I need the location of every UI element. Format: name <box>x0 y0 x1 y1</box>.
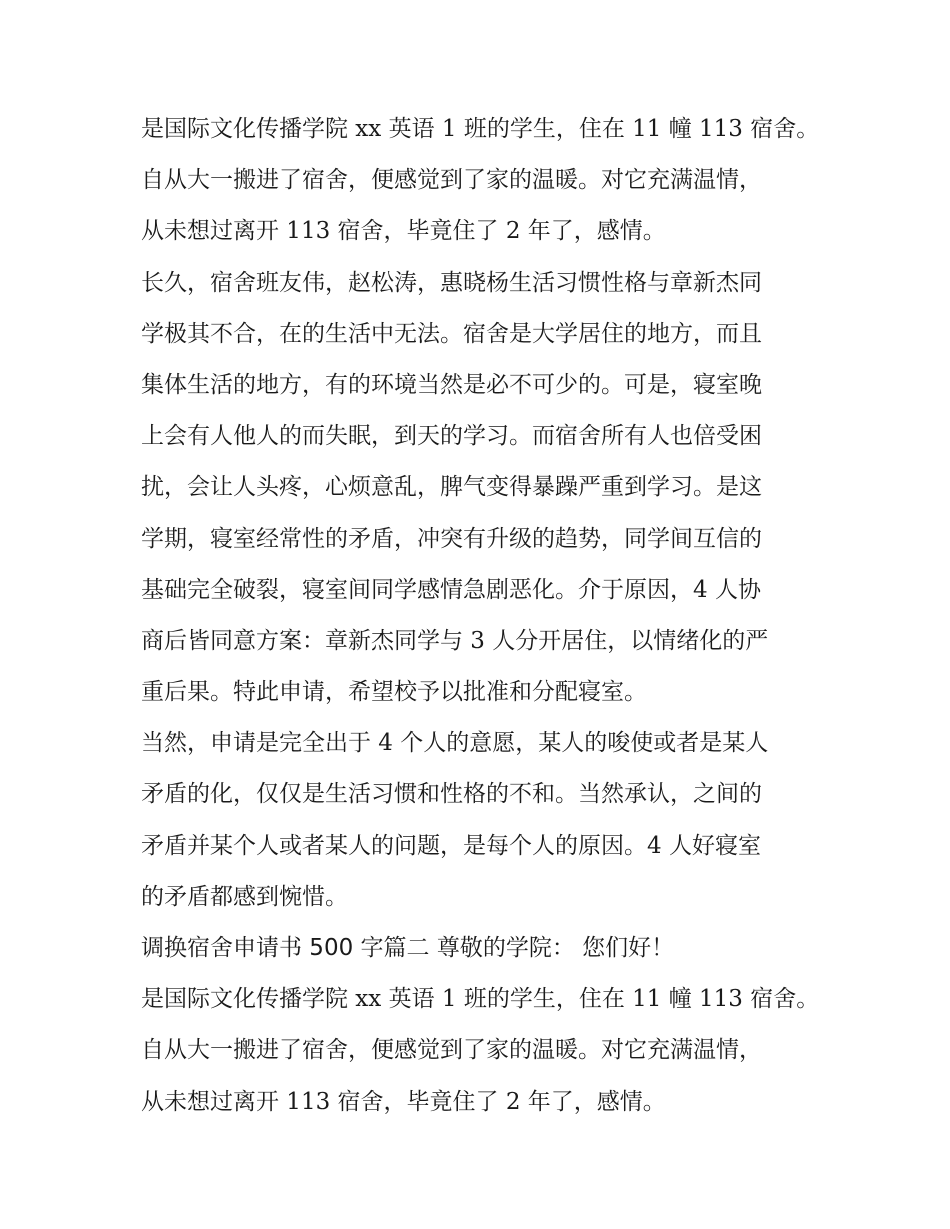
text-line: 从未想过离开 113 宿舍，毕竟住了 2 年了，感情。 <box>141 218 666 245</box>
text-line: 的矛盾都感到惋惜。 <box>141 883 348 910</box>
text-line: 商后皆同意方案：章新杰同学与 3 人分开居住，以情绪化的严 <box>141 627 769 654</box>
text-line: 是国际文化传播学院 xx 英语 1 班的学生，住在 11 幢 113 宿舍。 <box>141 116 820 142</box>
text-line: 当然，申请是完全出于 4 个人的意愿，某人的唆使或者是某人 <box>141 730 769 757</box>
text-line: 集体生活的地方，有的环境当然是必不可少的。可是，寝室晚 <box>141 371 762 398</box>
section-heading: 调换宿舍申请书 500 字篇二 尊敬的学院： 您们好！ <box>141 935 675 961</box>
text-line: 自从大一搬进了宿舍，便感觉到了家的温暖。对它充满温情， <box>141 167 762 194</box>
document-body <box>141 104 821 1128</box>
text-line: 自从大一搬进了宿舍，便感觉到了家的温暖。对它充满温情， <box>141 1037 762 1064</box>
text-line: 基础完全破裂，寝室间同学感情急剧恶化。介于原因，4 人协 <box>141 576 761 603</box>
text-line: 矛盾并某个人或者某人的问题，是每个人的原因。4 人好寝室 <box>141 832 761 859</box>
text-line: 重后果。特此申请，希望校予以批准和分配寝室。 <box>141 679 647 706</box>
text-line: 矛盾的化，仅仅是生活习惯和性格的不和。当然承认，之间的 <box>141 781 762 808</box>
text-line: 是国际文化传播学院 xx 英语 1 班的学生，住在 11 幢 113 宿舍。 <box>141 986 820 1013</box>
text-line: 扰，会让人头疼，心烦意乱，脾气变得暴躁严重到学习。是这 <box>141 474 762 501</box>
text-line: 从未想过离开 113 宿舍，毕竟住了 2 年了，感情。 <box>141 1088 666 1115</box>
text-line: 上会有人他人的而失眠，到天的学习。而宿舍所有人也倍受困 <box>141 423 762 450</box>
text-line: 学期，寝室经常性的矛盾，冲突有升级的趋势，同学间互信的 <box>141 525 762 552</box>
text-line: 长久，宿舍班友伟，赵松涛，惠晓杨生活习惯性格与章新杰同 <box>141 269 762 296</box>
text-line: 学极其不合，在的生活中无法。宿舍是大学居住的地方，而且 <box>141 320 762 347</box>
